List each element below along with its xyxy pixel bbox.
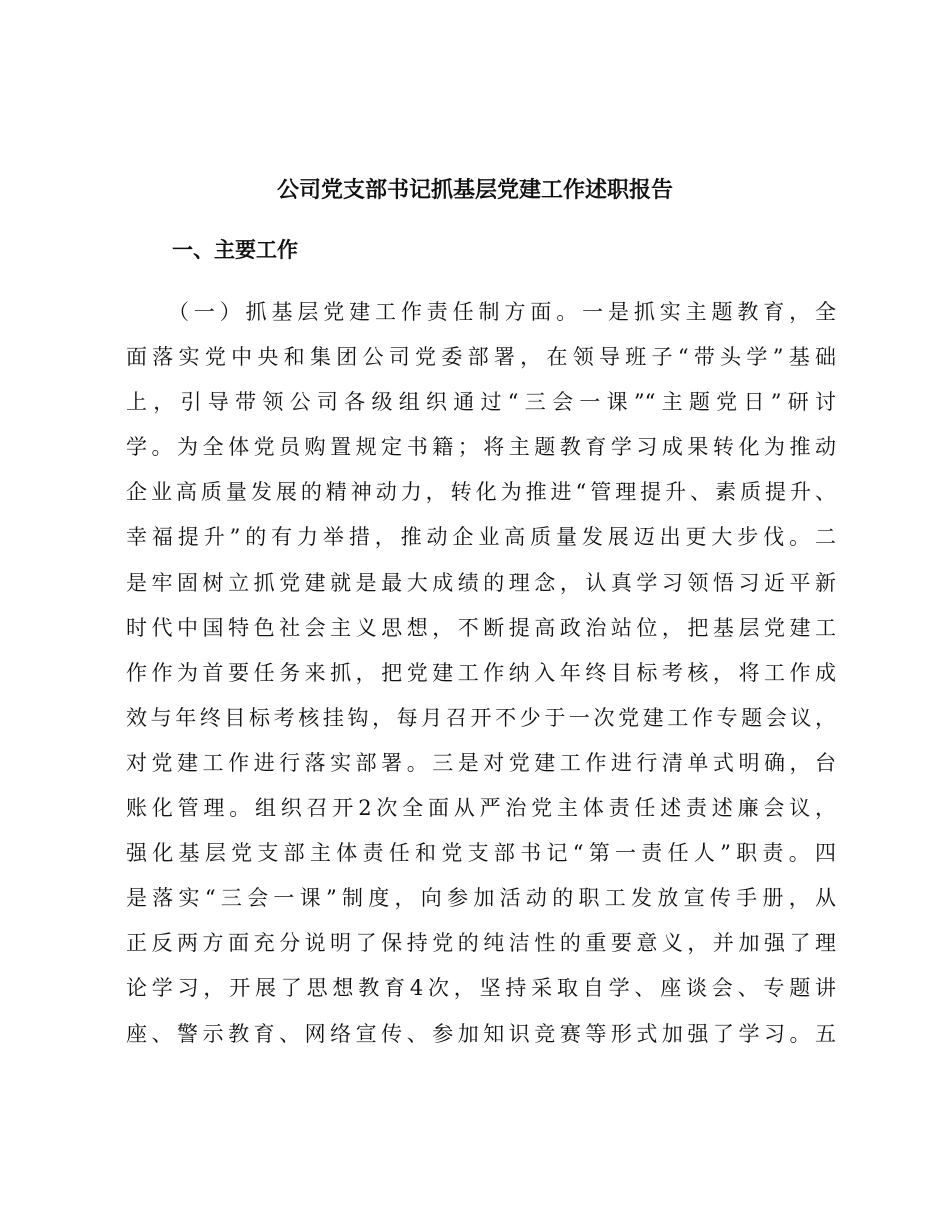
paragraph-line: 企业高质量发展的精神动力，转化为推进“管理提升、素质提升、: [126, 480, 836, 505]
paragraph-line: 是牢固树立抓党建就是最大成绩的理念，认真学习领悟习近平新: [126, 570, 836, 595]
paragraph-line: 强化基层党支部主体责任和党支部书记“第一责任人”职责。四: [126, 841, 836, 866]
paragraph-line: 是落实“三会一课”制度，向参加活动的职工发放宣传手册，从: [126, 886, 836, 911]
paragraph-line: 上，引导带领公司各级组织通过“三会一课”“主题党日”研讨: [126, 390, 836, 415]
section-heading: 一、主要工作: [172, 238, 298, 262]
paragraph-line: 论学习，开展了思想教育4次，坚持采取自学、座谈会、专题讲: [126, 976, 836, 1001]
paragraph-line: 账化管理。组织召开2次全面从严治党主体责任述责述廉会议，: [126, 796, 836, 821]
paragraph-line: 学。为全体党员购置规定书籍；将主题教育学习成果转化为推动: [126, 435, 836, 460]
paragraph-line: 作作为首要任务来抓，把党建工作纳入年终目标考核，将工作成: [126, 660, 836, 685]
paragraph-line: 对党建工作进行落实部署。三是对党建工作进行清单式明确，台: [126, 750, 836, 775]
body-paragraph: [126, 290, 836, 1057]
paragraph-line: （一）抓基层党建工作责任制方面。一是抓实主题教育，全: [168, 300, 836, 324]
paragraph-line: 幸福提升”的有力举措，推动企业高质量发展迈出更大步伐。二: [126, 525, 836, 550]
document-title: 公司党支部书记抓基层党建工作述职报告: [276, 177, 673, 203]
paragraph-line: 效与年终目标考核挂钩，每月召开不少于一次党建工作专题会议，: [126, 705, 836, 730]
paragraph-line: 时代中国特色社会主义思想，不断提高政治站位，把基层党建工: [126, 615, 836, 640]
paragraph-line: 面落实党中央和集团公司党委部署，在领导班子“带头学”基础: [126, 345, 836, 370]
paragraph-line: 座、警示教育、网络宣传、参加知识竞赛等形式加强了学习。五: [126, 1021, 836, 1046]
paragraph-line: 正反两方面充分说明了保持党的纯洁性的重要意义，并加强了理: [126, 931, 836, 956]
